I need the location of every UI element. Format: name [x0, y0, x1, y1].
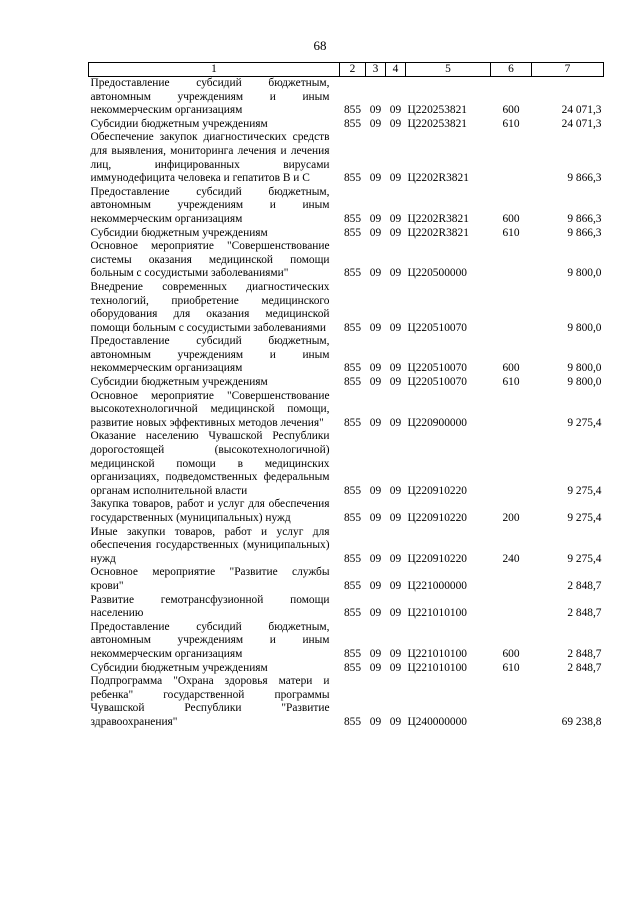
row-ministry: 855 [343, 362, 362, 375]
row-amount: 24 071,3 [561, 117, 602, 130]
row-target-code: Ц2202R3821 [407, 172, 469, 185]
row-amount: 2 848,7 [567, 579, 602, 592]
row-section: 09 [369, 715, 382, 728]
row-amount: 24 071,3 [561, 104, 602, 117]
row-section: 09 [369, 267, 382, 280]
row-ministry: 855 [343, 117, 362, 130]
row-expense-type [491, 594, 532, 621]
row-amount: 9 866,3 [567, 172, 602, 185]
row-target-code: Ц221000000 [407, 579, 467, 592]
column-header-7: 7 [532, 63, 604, 77]
row-ministry: 855 [343, 484, 362, 497]
row-amount: 2 848,7 [567, 661, 602, 674]
row-section: 09 [369, 376, 382, 389]
row-target-code: Ц220910220 [407, 512, 467, 524]
row-name: Субсидии бюджетным учреждениям [90, 376, 268, 389]
row-expense-type: 240 [502, 552, 520, 565]
row-ministry: 855 [343, 661, 362, 674]
table-row [89, 526, 604, 567]
row-section: 09 [369, 117, 382, 130]
column-header-1: 1 [89, 63, 340, 77]
row-expense-type: 610 [502, 117, 520, 130]
row-name: Предоставление субсидий бюджетным, автономным учреждениям и иным некоммерческим организациям [90, 335, 330, 375]
row-name: Предоставление субсидий бюджетным, автономным учреждениям и иным некоммерческим организациям [90, 77, 330, 117]
row-section: 09 [369, 647, 382, 660]
row-subsection: 09 [389, 321, 402, 334]
row-ministry: 855 [343, 212, 362, 225]
row-expense-type [491, 281, 532, 335]
row-amount: 9 800,0 [567, 362, 602, 375]
row-name: Основное мероприятие "Развитие службы крови" [90, 566, 330, 592]
row-target-code: Ц220253821 [407, 117, 467, 130]
row-name: Субсидии бюджетным учреждениям [90, 661, 268, 674]
row-name: Предоставление субсидий бюджетным, автономным учреждениям и иным некоммерческим организациям [90, 185, 330, 225]
row-subsection: 09 [389, 226, 402, 239]
row-target-code: Ц220500000 [407, 267, 467, 280]
table-row [89, 376, 604, 390]
row-target-code: Ц221010100 [407, 661, 467, 674]
table-row [89, 390, 604, 431]
row-amount: 9 275,4 [567, 484, 602, 497]
row-expense-type [491, 675, 532, 729]
row-subsection: 09 [389, 416, 402, 429]
row-subsection: 09 [389, 117, 402, 130]
row-subsection: 09 [389, 362, 402, 375]
row-section: 09 [369, 172, 382, 185]
row-section: 09 [369, 484, 382, 497]
row-ministry: 855 [343, 226, 362, 239]
table-row [89, 498, 604, 525]
row-ministry: 855 [343, 607, 362, 620]
row-ministry: 855 [343, 172, 362, 185]
row-target-code: Ц220510070 [407, 376, 467, 389]
row-amount: 9 866,3 [567, 226, 602, 239]
row-subsection: 09 [389, 661, 402, 674]
row-name: Развитие гемотрансфузионной помощи населению [90, 593, 330, 620]
row-name: Закупка товаров, работ и услуг для обеспечения государственных (муниципальных) нужд [90, 498, 330, 524]
row-amount: 9 275,4 [567, 512, 602, 524]
row-expense-type [491, 430, 532, 498]
row-target-code: Ц220253821 [407, 104, 467, 117]
row-subsection: 09 [389, 607, 402, 620]
row-amount: 9 800,0 [567, 376, 602, 389]
column-header-6: 6 [491, 63, 532, 77]
row-ministry: 855 [343, 416, 362, 429]
row-section: 09 [369, 104, 382, 117]
row-name: Иные закупки товаров, работ и услуг для обеспечения государственных (муниципальных) нужд [90, 525, 330, 565]
row-name: Внедрение современных диагностических технологий, приобретение медицинского оборудования для оказания медицинской помощи больным с сосудистыми заболеваниями [90, 280, 330, 334]
row-amount: 69 238,8 [561, 715, 602, 728]
row-subsection: 09 [389, 579, 402, 592]
row-expense-type [491, 390, 532, 431]
row-subsection: 09 [389, 647, 402, 660]
row-ministry: 855 [343, 321, 362, 334]
row-amount: 2 848,7 [567, 607, 602, 620]
table-row [89, 240, 604, 281]
row-ministry: 855 [343, 552, 362, 565]
row-target-code: Ц220910220 [407, 484, 467, 497]
table-row [89, 118, 604, 132]
row-expense-type [491, 131, 532, 185]
row-target-code: Ц2202R3821 [407, 212, 469, 225]
row-section: 09 [369, 226, 382, 239]
budget-table [88, 62, 604, 730]
row-ministry: 855 [343, 579, 362, 592]
row-amount: 9 275,4 [567, 552, 602, 565]
table-row [89, 131, 604, 185]
row-subsection: 09 [389, 484, 402, 497]
page-number: 68 [313, 38, 327, 53]
row-name: Подпрограмма "Охрана здоровья матери и ребенка" государственной программы Чувашской Республики "Развитие здравоохранения" [90, 675, 330, 728]
table-header-row [89, 63, 604, 77]
row-expense-type: 610 [502, 661, 520, 674]
row-expense-type: 600 [502, 647, 520, 660]
table-row [89, 621, 604, 662]
row-ministry: 855 [343, 512, 362, 524]
table-body [89, 77, 604, 730]
table-row [89, 430, 604, 498]
row-ministry: 855 [343, 647, 362, 660]
table-row [89, 662, 604, 676]
row-ministry: 855 [343, 267, 362, 280]
row-name: Основное мероприятие "Совершенствование высокотехнологичной медицинской помощи, развитие новых эффективных методов лечения" [90, 389, 330, 429]
table-row [89, 227, 604, 241]
row-name: Оказание населению Чувашской Республики дорогостоящей (высокотехнологичной) медицинской помощи в медицинских организациях, подведомственных федеральным органам исполнительной власти [90, 430, 330, 497]
row-expense-type [491, 566, 532, 593]
row-section: 09 [369, 321, 382, 334]
row-subsection: 09 [389, 212, 402, 225]
row-amount: 2 848,7 [567, 647, 602, 660]
table-row [89, 281, 604, 335]
row-section: 09 [369, 212, 382, 225]
table-row [89, 566, 604, 593]
row-target-code: Ц220910220 [407, 552, 467, 565]
row-amount: 9 866,3 [567, 212, 602, 225]
column-header-2: 2 [340, 63, 366, 77]
row-expense-type: 610 [502, 376, 520, 389]
row-ministry: 855 [343, 715, 362, 728]
row-name: Субсидии бюджетным учреждениям [90, 226, 268, 239]
table-row [89, 675, 604, 729]
row-expense-type: 600 [502, 104, 520, 117]
row-expense-type: 200 [502, 512, 520, 524]
row-subsection: 09 [389, 376, 402, 389]
table-row [89, 186, 604, 227]
row-ministry: 855 [343, 376, 362, 389]
row-subsection: 09 [389, 172, 402, 185]
table-row [89, 77, 604, 118]
table-row [89, 335, 604, 376]
row-target-code: Ц221010100 [407, 647, 467, 660]
row-name: Предоставление субсидий бюджетным, автономным учреждениям и иным некоммерческим организациям [90, 620, 330, 660]
row-target-code: Ц220900000 [407, 416, 467, 429]
column-header-5: 5 [406, 63, 491, 77]
row-expense-type: 610 [502, 226, 520, 239]
row-amount: 9 275,4 [567, 416, 602, 429]
row-ministry: 855 [343, 104, 362, 117]
row-subsection: 09 [389, 552, 402, 565]
row-name: Субсидии бюджетным учреждениям [90, 117, 268, 130]
row-section: 09 [369, 552, 382, 565]
row-subsection: 09 [389, 104, 402, 117]
row-subsection: 09 [389, 715, 402, 728]
row-target-code: Ц221010100 [407, 607, 467, 620]
row-section: 09 [369, 416, 382, 429]
row-name: Основное мероприятие "Совершенствование системы оказания медицинской помощи больным с сосудистыми заболеваниями" [90, 240, 330, 280]
row-target-code: Ц240000000 [407, 715, 467, 728]
row-subsection: 09 [389, 267, 402, 280]
row-target-code: Ц2202R3821 [407, 226, 469, 239]
row-subsection: 09 [389, 512, 402, 524]
row-section: 09 [369, 607, 382, 620]
row-name: Обеспечение закупок диагностических средств для выявления, мониторинга лечения и лечения лиц, инфицированных вирусами иммунодефицита человека и гепатитов В и С [90, 131, 330, 185]
row-target-code: Ц220510070 [407, 362, 467, 375]
row-expense-type [491, 240, 532, 281]
table-row [89, 594, 604, 621]
row-expense-type: 600 [502, 362, 520, 375]
row-section: 09 [369, 661, 382, 674]
column-header-4: 4 [386, 63, 406, 77]
row-target-code: Ц220510070 [407, 321, 467, 334]
row-amount: 9 800,0 [567, 321, 602, 334]
row-amount: 9 800,0 [567, 267, 602, 280]
row-section: 09 [369, 512, 382, 524]
row-section: 09 [369, 362, 382, 375]
row-expense-type: 600 [502, 212, 520, 225]
column-header-3: 3 [366, 63, 386, 77]
row-section: 09 [369, 579, 382, 592]
